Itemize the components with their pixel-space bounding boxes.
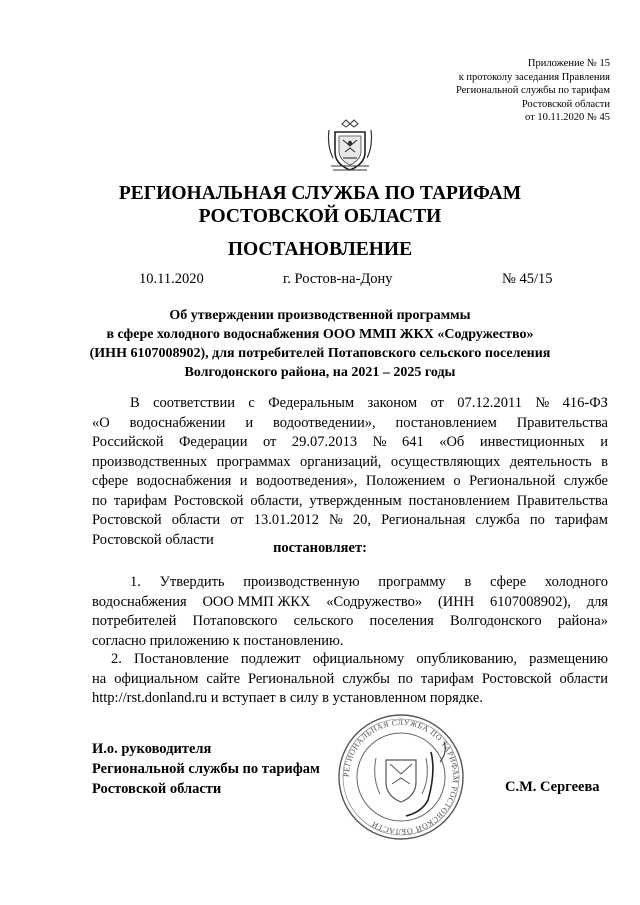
text-line	[92, 472, 608, 492]
word: «О	[92, 414, 110, 431]
word: деятельность	[509, 453, 592, 470]
word: Постановление	[133, 651, 229, 667]
organization-region: РОСТОВСКОЙ ОБЛАСТИ	[198, 206, 442, 227]
word: на	[92, 670, 107, 687]
word: постановлением	[395, 414, 497, 431]
word: от	[230, 512, 244, 528]
word: 2.	[111, 651, 122, 667]
text-line	[92, 612, 608, 632]
word: программах	[216, 453, 291, 470]
word: и	[600, 434, 608, 450]
appendix-line: Региональной службы по тарифам	[455, 85, 610, 96]
word: 13.01.2012	[253, 512, 319, 528]
word: организаций,	[299, 453, 382, 470]
word: 29.07.2013	[291, 434, 358, 450]
word: поселения	[369, 613, 434, 629]
word: сайте	[206, 670, 241, 687]
word: официальному	[312, 651, 405, 667]
text-line	[92, 632, 608, 652]
word: водоотведения»,	[255, 473, 358, 489]
word: водоснабжения	[136, 473, 232, 489]
word: Региональной	[469, 473, 556, 489]
word: №	[535, 395, 550, 411]
document-city: г. Ростов-на-Дону	[283, 271, 393, 287]
word: (ИНН	[437, 593, 475, 610]
appendix-line: Ростовской области	[521, 98, 610, 110]
word: Потаповского	[192, 613, 278, 629]
svg-text:РЕГИОНАЛЬНАЯ СЛУЖБА ПО ТАРИФАМ	[342, 718, 460, 836]
word: Федеральным	[268, 395, 355, 411]
word: в	[601, 453, 608, 470]
word: Ростовской	[481, 670, 552, 687]
word: службе	[563, 473, 608, 489]
word: о	[453, 473, 461, 489]
text-line	[92, 433, 608, 453]
word: области	[171, 512, 221, 528]
word: подлежит	[240, 651, 301, 667]
word: Положением	[365, 473, 445, 489]
word: холодного	[544, 574, 608, 590]
word: Российской	[92, 434, 164, 450]
appendix-line: от 10.11.2020 № 45	[525, 112, 610, 123]
word: тарифам	[554, 512, 608, 528]
word: В	[130, 395, 140, 411]
word: Ростовской	[173, 492, 244, 509]
word: водоотведении»,	[273, 414, 376, 431]
word: тарифам	[420, 670, 474, 687]
word: по	[92, 492, 108, 509]
word: водоснабжении	[129, 414, 226, 431]
document-title	[0, 306, 640, 382]
word: Федерации	[178, 434, 248, 450]
document-type: ПОСТАНОВЛЕНИЕ	[227, 239, 413, 260]
seal-text: РЕГИОНАЛЬНАЯ СЛУЖБА ПО ТАРИФАМ РОСТОВСКОЙ ОБЛАСТИ	[341, 717, 461, 837]
word: 641	[401, 434, 424, 450]
text-line	[92, 414, 608, 434]
word: потребителей	[92, 613, 177, 629]
title-line: Волгодонского района, на 2021 – 2025 годы	[184, 365, 456, 380]
word: Правительства	[516, 492, 608, 509]
title-line: Об утверждении производственной программы	[169, 308, 471, 323]
title-line: в сфере холодного водоснабжения ООО ММП ЖКХ «Содружество»	[106, 327, 534, 342]
word: в	[464, 574, 472, 590]
word: и	[239, 473, 248, 489]
word: и	[245, 414, 254, 431]
text-line	[92, 593, 608, 613]
word: осуществляющих	[390, 453, 501, 470]
word: программу	[378, 574, 446, 590]
official-seal-icon	[336, 712, 466, 842]
word: водоснабжения	[92, 593, 187, 610]
word: постановлением	[408, 492, 510, 509]
appendix-block	[456, 57, 610, 125]
organization-name: РЕГИОНАЛЬНАЯ СЛУЖБА ПО ТАРИФАМ	[118, 183, 522, 204]
word: тарифам	[113, 492, 167, 509]
word: http://rst.donland.ru и вступает в силу в установленном порядке.	[92, 690, 483, 706]
text-line	[92, 394, 608, 414]
appendix-line: к протоколу заседания Правления	[458, 71, 610, 83]
word: ООО ММП ЖКХ	[202, 593, 311, 610]
resolves-heading: постановляет:	[273, 540, 367, 556]
word: «Содружество»	[326, 593, 423, 610]
word: службы	[342, 670, 390, 687]
word: соответствии	[153, 395, 235, 411]
word: №	[329, 512, 343, 528]
word: 6107008902),	[489, 593, 571, 610]
position-line: И.о. руководителя	[92, 741, 212, 757]
word: официальном	[114, 670, 199, 687]
word: по	[397, 670, 413, 687]
word: Ростовской	[92, 512, 162, 528]
word: 07.12.2011	[457, 395, 523, 411]
word: опубликованию,	[416, 651, 518, 667]
word: сельского	[293, 613, 354, 629]
word: утвержденным	[309, 492, 402, 509]
word: «Об	[439, 434, 465, 450]
word: служба	[475, 512, 520, 528]
text-line	[92, 453, 608, 473]
appendix-line: Приложение № 15	[527, 58, 610, 69]
word: по	[529, 512, 545, 528]
word: Региональной	[248, 670, 335, 687]
text-line	[92, 670, 608, 690]
word: №	[372, 434, 387, 450]
word: области	[559, 670, 608, 687]
text-line	[92, 573, 608, 593]
preamble-paragraph	[92, 394, 608, 550]
document-number: № 45/15	[502, 271, 553, 287]
word: 20,	[352, 512, 372, 528]
word: для	[586, 593, 608, 610]
word: Волгодонского	[450, 613, 542, 629]
document-date: 10.11.2020	[139, 271, 204, 287]
word: Утвердить	[159, 574, 225, 590]
word: сфере	[490, 574, 527, 590]
word: от	[262, 434, 277, 450]
word: 1.	[130, 574, 141, 590]
word: района»	[557, 613, 608, 629]
signatory-position	[92, 739, 320, 799]
position-line: Ростовской области	[92, 781, 222, 797]
word: от	[430, 395, 444, 411]
word: инвестиционных	[479, 434, 585, 450]
signatory-name: С.М. Сергеева	[505, 779, 600, 795]
coat-of-arms-icon	[325, 118, 375, 174]
title-line: (ИНН 6107008902), для потребителей Потаповского сельского поселения	[89, 346, 551, 361]
word: законом	[367, 395, 418, 411]
word: Региональная	[381, 512, 466, 528]
word: сфере	[92, 473, 129, 489]
word: размещению	[529, 651, 608, 667]
position-line: Региональной службы по тарифам	[92, 761, 320, 777]
text-line	[92, 689, 608, 709]
word: производственную	[243, 574, 360, 590]
text-line	[92, 492, 608, 512]
text-line	[92, 650, 608, 670]
word: производственных	[92, 453, 208, 470]
item-2-paragraph	[92, 650, 608, 709]
word: согласно приложению к постановлению.	[92, 632, 344, 649]
word: Ростовской области	[92, 531, 214, 548]
word: Правительства	[516, 414, 608, 431]
text-line	[92, 511, 608, 531]
word: области,	[250, 492, 303, 509]
word: 416-ФЗ	[562, 395, 608, 411]
item-1-paragraph	[92, 573, 608, 651]
word: с	[248, 395, 255, 411]
